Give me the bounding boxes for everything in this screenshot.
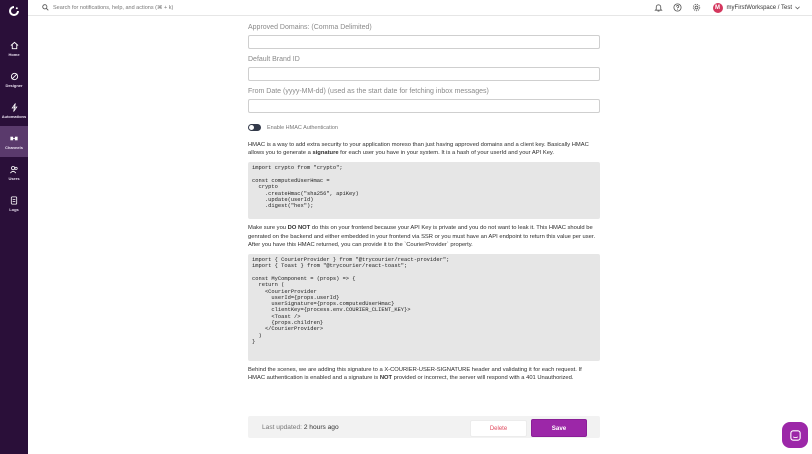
logs-icon <box>10 196 18 205</box>
help-icon[interactable] <box>672 2 684 14</box>
sidebar-item-automations[interactable] <box>0 95 28 126</box>
search-bar[interactable] <box>42 4 253 11</box>
save-button[interactable]: Save <box>531 419 587 437</box>
approved-domains-label: Approved Domains: (Comma Delimited) <box>248 24 372 31</box>
designer-icon <box>10 72 19 81</box>
sidebar-item-channels[interactable] <box>0 126 28 157</box>
provider-text: After you have this HMAC returned, you can provide it to the `CourierProvider` property. <box>248 241 473 248</box>
from-date-input[interactable] <box>248 99 600 113</box>
default-brand-label: Default Brand ID <box>248 56 300 63</box>
courier-logo[interactable] <box>0 0 28 22</box>
users-icon <box>9 165 19 174</box>
top-right-controls <box>646 0 800 15</box>
sidebar-item-label: Logs <box>9 206 19 212</box>
delete-button[interactable]: Delete <box>470 420 527 437</box>
hmac-text-bold: signature <box>312 150 339 157</box>
home-icon <box>10 41 19 50</box>
sidebar-item-label: Channels <box>4 144 23 150</box>
chat-icon <box>789 429 802 442</box>
hmac-toggle-row <box>248 124 600 131</box>
chevron-down-icon[interactable] <box>795 6 800 10</box>
hmac-text: for each user you have in your system. It is a hash of your userId and your API Key. <box>338 150 554 157</box>
sidebar <box>0 0 28 454</box>
sidebar-item-home[interactable] <box>0 33 28 64</box>
sidebar-item-label: Home <box>8 51 20 57</box>
signature-text-bold: NOT <box>379 375 393 382</box>
code-block-hmac: import crypto from "crypto"; const computedUserHmac = crypto .createHmac("sha256", apiKey) .update(userId) .digest("hex"); <box>248 162 600 219</box>
sidebar-item-label: Automations <box>1 113 27 119</box>
hmac-warning <box>248 224 600 249</box>
last-updated-value: 2 hours ago <box>303 423 339 431</box>
default-brand-input[interactable] <box>248 67 600 81</box>
signature-text: Behind the scenes, we are adding this signature to a X-COURIER-USER-SIGNATURE header and validating it for each request. If HMAC authentication is enabled and a signature is <box>248 367 582 382</box>
top-bar <box>28 0 812 16</box>
sidebar-item-logs[interactable] <box>0 188 28 219</box>
warning-text-bold: DO NOT <box>287 225 311 232</box>
bell-icon[interactable] <box>653 2 665 14</box>
warning-text: Make sure you <box>248 225 288 232</box>
code-block-provider: import { CourierProvider } from "@trycourier/react-provider"; import { Toast } from "@trycourier/react-toast"; const MyComponent = (props) => { return ( <CourierProvider userId={props.userId} userSignature={props.computedUserHmac} clientKey={process.env.COURIER_CLIENT_KEY}> <Toast /> {props.children} </CourierProvider> ) } <box>248 254 600 361</box>
automations-icon <box>10 103 19 112</box>
signature-text: provided or incorrect, the server will respond with a 401 Unauthorized. <box>392 375 574 382</box>
sidebar-item-designer[interactable] <box>0 64 28 95</box>
sidebar-item-users[interactable] <box>0 157 28 188</box>
hmac-text: HMAC is a way to add extra security to your application moreso than just having approved domains and a client key. Basically HMAC allows you to generate a <box>248 142 589 157</box>
warning-text: do this on your frontend because your API Key is private and you do not want to leak it. This HMAC should be genrated on the backend and either embedded in your frontend via SSR or you must have an API endpoint to return this value per user. <box>248 225 596 240</box>
hmac-toggle-label: Enable HMAC Authentication <box>267 124 338 131</box>
search-input[interactable] <box>49 5 253 11</box>
workspace-selector[interactable]: myFirstWorkspace / Test <box>726 4 792 11</box>
chat-widget-button[interactable] <box>782 422 808 448</box>
avatar[interactable]: M <box>713 3 723 13</box>
approved-domains-input[interactable] <box>248 35 600 49</box>
last-updated-label: Last updated: <box>262 423 302 431</box>
hmac-toggle[interactable] <box>248 124 261 131</box>
main-content <box>248 15 600 382</box>
from-date-label: From Date (yyyy-MM-dd) (used as the start date for fetching inbox messages) <box>248 88 489 95</box>
last-updated <box>262 424 339 431</box>
signature-explanation <box>248 366 600 382</box>
search-icon <box>42 4 49 11</box>
hmac-description <box>248 141 600 157</box>
sidebar-item-label: Designer <box>5 82 23 88</box>
sidebar-item-label: Users <box>8 175 20 181</box>
gear-icon[interactable] <box>691 2 703 14</box>
channels-icon <box>9 134 19 143</box>
footer-bar <box>248 416 600 438</box>
